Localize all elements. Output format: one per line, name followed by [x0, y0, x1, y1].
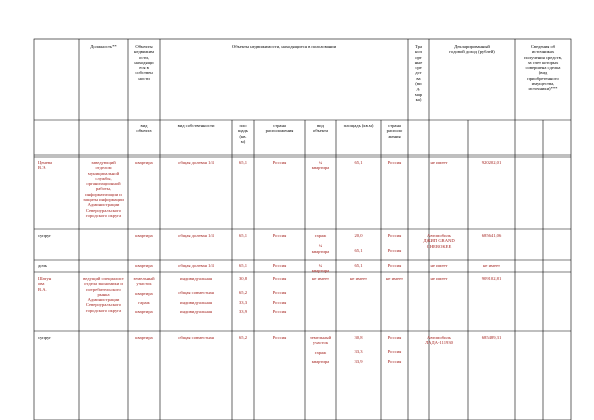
row-use-type: гараж ¼ квартира — [311, 233, 330, 254]
row-use-area: 65,1 — [354, 160, 363, 165]
row-position: заведующий отделом муниципальной службы, организационной работы, информатизации и защиты информации Администрации Североуральского городского округа — [83, 160, 124, 218]
row-transport: не имеет — [430, 263, 448, 268]
subheader-use-country: страна располо жения — [386, 123, 403, 139]
row-object-type: квартира — [135, 233, 153, 238]
row-income: 685489,31 — [481, 335, 502, 340]
row-country: Россия — [272, 233, 287, 238]
row-transport: не имеет — [430, 276, 448, 281]
row-object-type: земельный участок квартира гараж квартира — [133, 276, 155, 315]
row-name: дочь — [38, 263, 47, 268]
row-ownership: общая долевая 1/4 — [178, 233, 214, 238]
row-income: 685641,06 — [481, 233, 502, 238]
row-use-country: Россия — [387, 160, 402, 165]
row-area: 30,8 65,2 33,3 33,9 — [238, 276, 248, 314]
row-transport: Автомобиль ЛАДА-111930 — [425, 335, 453, 346]
row-area: 65,1 — [238, 233, 248, 238]
row-name: супруг — [38, 233, 52, 238]
row-ownership: индивидуальная общая совместная индивидуальная индивидуальная — [178, 276, 214, 314]
row-object-type: квартира — [135, 160, 153, 165]
row-ownership: общая долевая 1/4 — [178, 263, 214, 268]
row-use-area: 65,1 — [354, 263, 363, 268]
header-property: Объекты недвижим ости, находящи еся в собствен ности — [134, 44, 154, 81]
row-name: супруг — [38, 335, 52, 340]
subheader-country: страна расположения — [265, 123, 294, 134]
row-use-type: не имеет — [311, 276, 330, 281]
row-use-country: не имеет — [385, 276, 404, 281]
row-use-country: Россия — [387, 263, 402, 268]
row-ownership: общая долевая 1/4 — [178, 160, 214, 165]
row-area: 65,2 — [238, 335, 248, 340]
row-country: Россия Россия Россия Россия — [272, 276, 287, 314]
subheader-object-type: вид объекта — [136, 123, 152, 134]
header-usage: Объекты недвижимости, находящиеся в пользовании — [231, 44, 337, 49]
row-object-type: квартира — [135, 263, 153, 268]
row-country: Россия — [272, 160, 287, 165]
row-area: 65,1 — [238, 160, 248, 165]
subheader-area: пло щадь (кв. м) — [237, 123, 248, 144]
row-country: Россия — [272, 335, 287, 340]
row-income: не имеет — [482, 263, 501, 268]
row-position: ведущий специалист отдела экономики и потребительского рынка Администрации Североуральского городского округа — [83, 276, 124, 313]
header-position: Должность** — [90, 44, 117, 49]
row-use-type: ¾ квартира — [311, 263, 330, 274]
header-income: Декларированный годовой доход (рублей) — [449, 44, 495, 55]
row-use-area: не имеет — [349, 276, 368, 281]
row-use-area: 20,0 65,1 — [354, 233, 363, 254]
subheader-use-area: площадь (кв.м) — [343, 123, 374, 128]
row-ownership: общая совместная — [178, 335, 214, 340]
header-transport: Тра нсп орт ные сре дст ва (ви д, мар ка) — [414, 44, 423, 102]
row-transport: Автомобиль ДЖИП GRAND CHEROKEE — [423, 233, 455, 249]
row-income: 909102,81 — [481, 276, 502, 281]
row-object-type: квартира — [135, 335, 153, 340]
row-income: 920202,01 — [481, 160, 502, 165]
row-use-country: Россия Россия Россия — [387, 335, 402, 364]
row-transport: не имеет — [430, 160, 448, 165]
header-sources: Сведения об источниках получения средств, за счет которых совершена сделка (вид приобретенного имущества, источники)*** — [524, 44, 562, 92]
row-country: Россия — [272, 263, 287, 268]
subheader-ownership: вид собственности — [177, 123, 215, 128]
row-name: Шатун ова В.А. — [38, 276, 52, 292]
row-name: Ценева В.Э. — [38, 160, 53, 171]
row-use-type: земельный участок гараж квартира — [309, 335, 332, 364]
subheader-use-object-type: вид объекта — [312, 123, 329, 134]
row-use-type: ¼ квартира — [311, 160, 330, 171]
row-area: 65,1 — [238, 263, 248, 268]
row-use-country: Россия Россия — [387, 233, 402, 254]
row-use-area: 30,8 33,3 33,9 — [354, 335, 363, 364]
